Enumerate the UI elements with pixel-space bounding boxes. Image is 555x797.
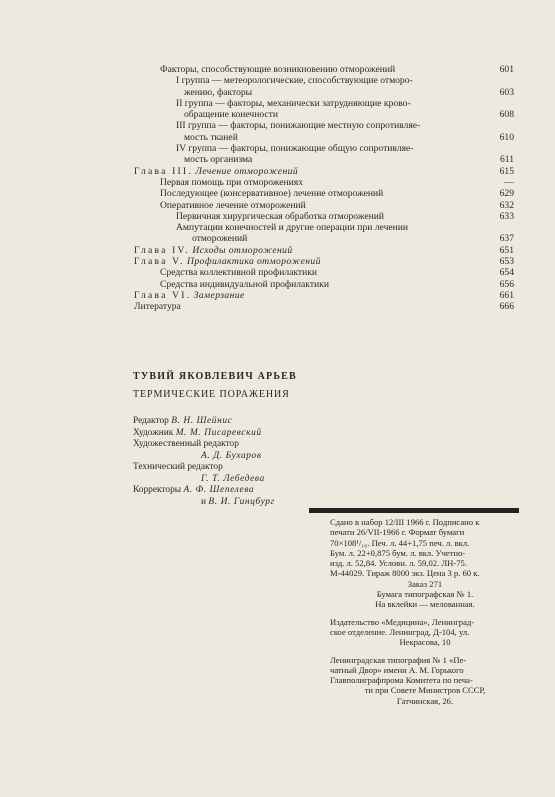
toc-entry-title: IV группа — факторы, понижающие общую сопротивляе- [176, 143, 414, 155]
toc-page-number: 603 [499, 86, 514, 98]
toc-entry-title: Средства индивидуальной профилактики [160, 278, 329, 290]
toc-entry-title: Средства коллективной профилактики [160, 267, 318, 279]
credit-editor [133, 416, 275, 428]
credit-conjunction: и [201, 496, 207, 507]
credit-art-editor-name: А. Д. Бухаров [201, 450, 262, 461]
toc-entry-title: Ампутации конечностей и другие операции при лечении [176, 222, 409, 234]
credit-art-editor-label: Художественный редактор [133, 439, 239, 449]
credit-name: В. И. Гинцбург [208, 496, 275, 507]
toc-entry-title: мость организма [184, 154, 253, 166]
credit-name: М. М. Писаревский [175, 427, 262, 438]
imprint-line: Главполиграфпрома Комитета по печа- [330, 675, 473, 686]
toc-entry [134, 200, 514, 211]
toc-page-number: 654 [499, 267, 514, 279]
toc-entry-title: обращение конечности [184, 109, 279, 121]
toc-entry-title: Последующее (консервативное) лечение отморожений [160, 188, 384, 200]
imprint-line: Бум. л. 22+0,875 бум. л. вкл. Учетно- [330, 547, 466, 558]
toc-entry-title: жению, факторы [184, 86, 253, 98]
toc-entry [134, 120, 514, 131]
toc-entry [134, 166, 514, 177]
imprint-line: М-44029. Тираж 8000 экз. Цена 3 р. 60 к. [330, 568, 480, 579]
toc-entry [134, 301, 514, 312]
toc-entry-title: III группа — факторы, понижающие местную сопротивляе- [176, 120, 421, 132]
toc-entry [134, 109, 514, 120]
toc-entry [134, 233, 514, 244]
imprint-line: Издательство «Медицина», Ленинград- [330, 616, 475, 627]
imprint-line: Гатчинская, 26. [396, 695, 454, 706]
toc-entry-title: мость тканей [184, 131, 238, 143]
toc-entry [134, 143, 514, 154]
table-of-contents [134, 64, 514, 313]
toc-page-number: 666 [499, 301, 514, 313]
imprint-line: Ленинградская типография № 1 «Пе- [330, 654, 467, 665]
toc-entry-title: Первичная хирургическая обработка отморожений [176, 210, 385, 222]
toc-page-number: 608 [499, 109, 514, 121]
toc-page-number: 632 [499, 199, 514, 211]
toc-page-number: 601 [499, 64, 514, 75]
imprint-block [330, 517, 520, 706]
toc-entry [134, 98, 514, 109]
imprint-line: печати 26/VII-1966 г. Формат бумаги [330, 527, 465, 538]
toc-entry-title: Глава VI. Замерзание [134, 289, 245, 301]
toc-entry-title: Глава III. Лечение отморожений [134, 165, 299, 177]
imprint-line: Бумага типографская № 1. [376, 589, 474, 600]
toc-entry-title: Глава V. Профилактика отморожений [134, 256, 321, 268]
credit-label: Художник [133, 427, 174, 438]
toc-entry [134, 154, 514, 165]
credit-artist [133, 428, 275, 440]
toc-entry [134, 64, 514, 75]
imprint-line: Некрасова, 10 [399, 637, 451, 648]
toc-entry-title: отморожений [192, 233, 248, 245]
book-author: ТУВИЙ ЯКОВЛЕВИЧ АРЬЕВ [133, 371, 297, 382]
imprint-line: ское отделение. Ленинград, Д-104, ул. [330, 626, 470, 637]
credit-name: В. Н. Шейнис [171, 416, 233, 426]
divider-bar [309, 508, 519, 513]
toc-entry [134, 87, 514, 98]
toc-page-number: 653 [499, 256, 514, 268]
imprint-line: 70×108¹/₁₆. Печ. л. 44+1,75 печ. л. вкл. [330, 537, 470, 548]
toc-entry [134, 267, 514, 278]
toc-page-number: 615 [499, 165, 514, 177]
credit-label: Редактор [133, 416, 169, 426]
toc-page-number: 651 [499, 244, 514, 256]
toc-entry [134, 279, 514, 290]
publisher-details [330, 617, 520, 648]
toc-entry-title: Литература [134, 301, 181, 313]
toc-page-number: 610 [499, 131, 514, 143]
toc-entry-title: Первая помощь при отморожениях [160, 176, 304, 188]
toc-entry [134, 75, 514, 86]
print-details [330, 517, 520, 610]
credit-tech-editor-label: Технический редактор [133, 462, 223, 472]
toc-entry [134, 256, 514, 267]
toc-page-number: 611 [499, 154, 514, 166]
credit-proofreaders-2 [133, 497, 275, 509]
toc-page-number: 637 [499, 233, 514, 245]
toc-page-number: 656 [499, 278, 514, 290]
toc-entry [134, 211, 514, 222]
toc-entry-title: Оперативное лечение отморожений [160, 199, 306, 211]
toc-entry [134, 290, 514, 301]
imprint-line: чатный Двор» имени А. М. Горького [330, 664, 464, 675]
credits-block [133, 416, 275, 508]
credit-tech-editor-name: Г. Т. Лебедева [201, 473, 265, 484]
toc-page-number: 633 [499, 210, 514, 222]
toc-entry-title: II группа — факторы, механически затрудняющие крово- [176, 97, 411, 109]
credit-proofreaders [133, 485, 275, 497]
toc-entry-title: Глава IV. Исходы отморожений [134, 244, 293, 256]
toc-page-number: — [504, 176, 514, 188]
toc-entry [134, 245, 514, 256]
credit-label: Корректоры [133, 485, 182, 495]
toc-entry [134, 177, 514, 188]
toc-page-number: 629 [499, 188, 514, 200]
credit-name: А. Ф. Шепелева [183, 485, 255, 495]
toc-page-number: 661 [499, 289, 514, 301]
toc-entry-title: Факторы, способствующие возникновению отморожений [160, 64, 396, 75]
imprint-line: ти при Совете Министров СССР, [364, 685, 486, 696]
toc-entry-title: I группа — метеорологические, способствующие отморо- [176, 75, 413, 87]
imprint-line: Сдано в набор 12/III 1966 г. Подписано к [330, 517, 480, 527]
imprint-line: На вклейки — мелованная. [375, 599, 475, 610]
toc-entry [134, 132, 514, 143]
book-title: ТЕРМИЧЕСКИЕ ПОРАЖЕНИЯ [133, 389, 290, 400]
imprint-line: Заказ 271 [407, 578, 443, 589]
printer-details [330, 655, 520, 706]
imprint-line: изд. л. 52,84. Условн. л. 59,02. ЛН-75. [330, 558, 467, 569]
toc-entry [134, 188, 514, 199]
toc-entry [134, 222, 514, 233]
